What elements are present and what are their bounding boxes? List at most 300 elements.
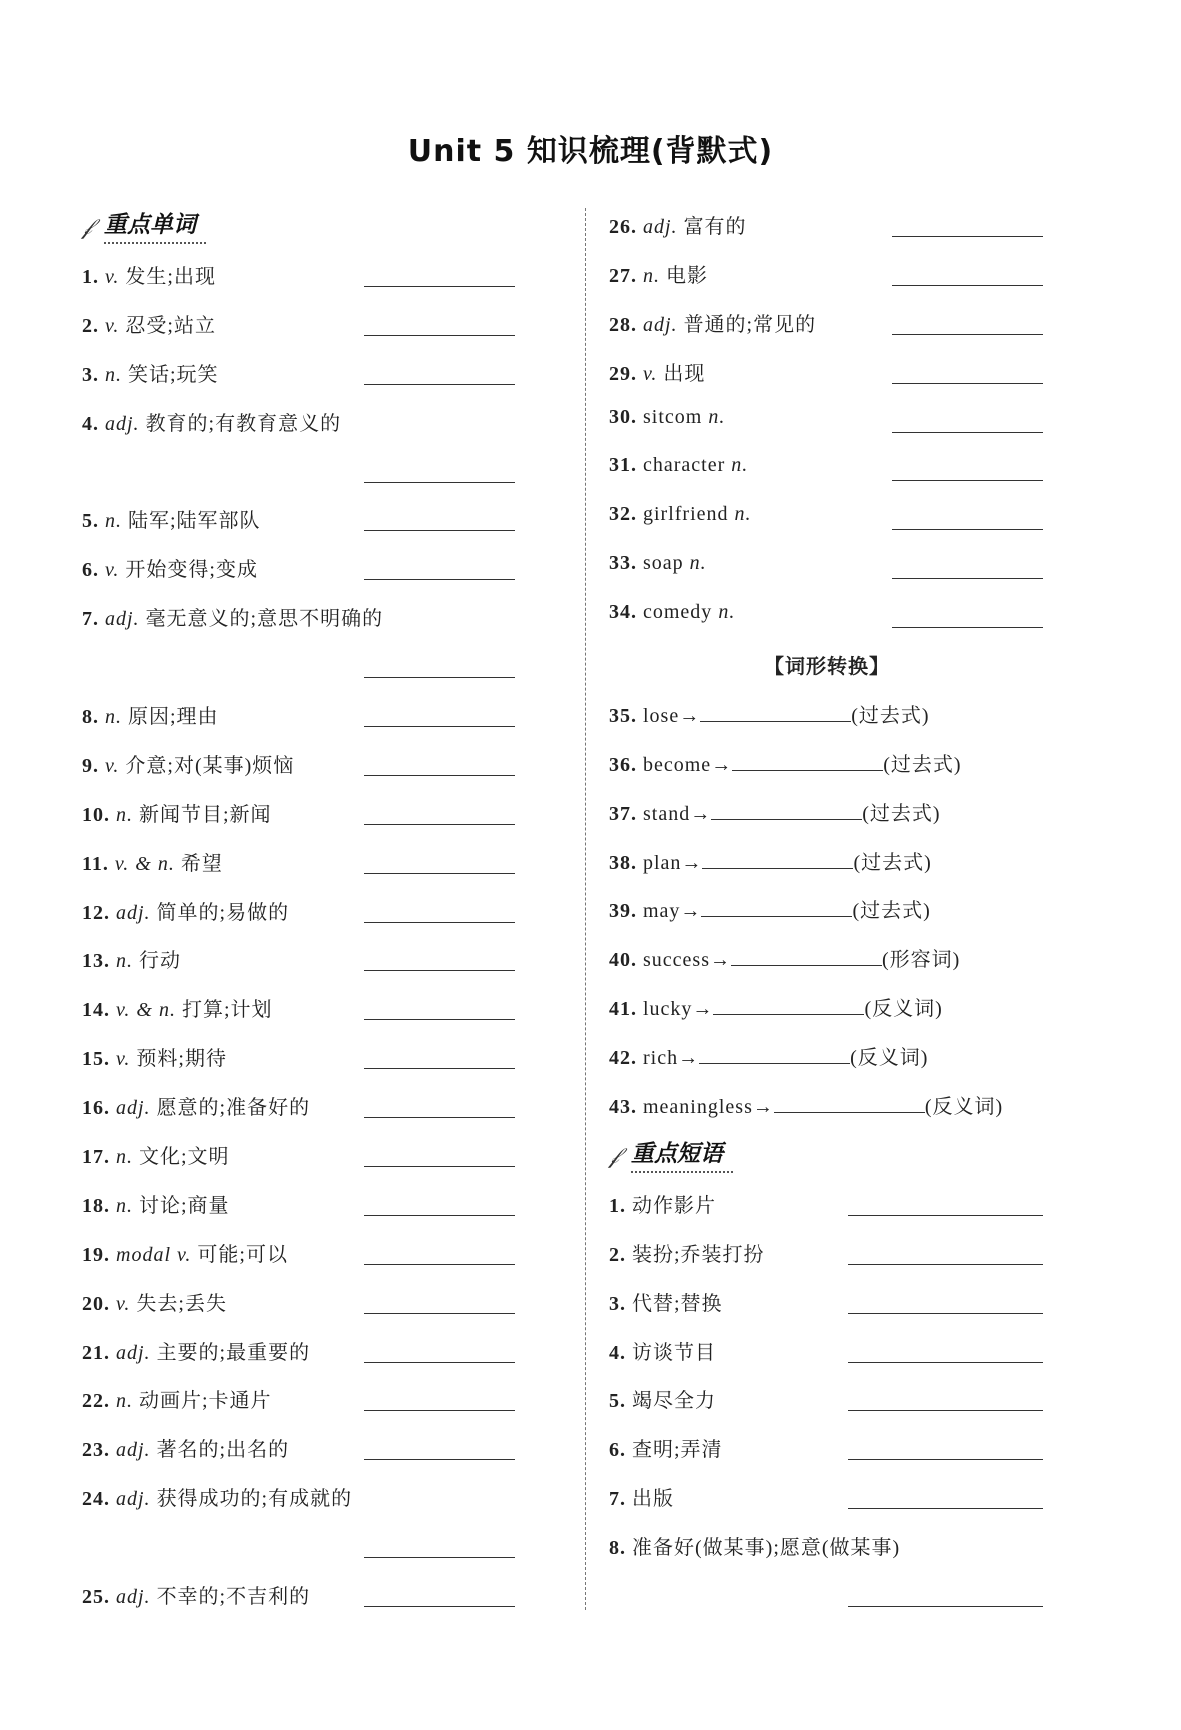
item-text (82, 407, 341, 436)
page-title: Unit 5 知识梳理(背默式) (407, 134, 774, 169)
answer-blank[interactable] (364, 1117, 515, 1118)
answer-blank[interactable] (364, 1215, 515, 1216)
form-hint: (形容词) (881, 949, 961, 972)
list-item (82, 739, 517, 788)
item-number: 42. (609, 1047, 637, 1070)
item-text (82, 358, 219, 387)
answer-blank[interactable] (848, 1362, 1043, 1363)
list-item (82, 934, 517, 983)
answer-blank[interactable] (892, 285, 1043, 286)
word-form-item (609, 933, 1045, 982)
item-text (609, 797, 941, 826)
answer-blank[interactable] (713, 996, 864, 1015)
item-number: 21. (82, 1341, 110, 1364)
part-of-speech: n. (116, 1194, 133, 1217)
answer-blank[interactable] (732, 752, 883, 771)
part-of-speech: n. (689, 552, 707, 575)
item-meaning: 陆军;陆军部队 (128, 510, 261, 533)
item-meaning: 预料;期待 (136, 1048, 227, 1071)
item-meaning: 原因;理由 (128, 706, 219, 729)
answer-blank[interactable] (364, 726, 515, 727)
item-text (82, 1433, 289, 1462)
item-number: 16. (82, 1097, 110, 1120)
item-number: 39. (609, 900, 637, 923)
item-number: 14. (82, 999, 110, 1022)
section-header-word-forms: 【词形转换】 (764, 656, 890, 679)
answer-blank[interactable] (892, 334, 1043, 335)
answer-blank[interactable] (364, 286, 515, 287)
list-item (82, 788, 517, 837)
item-text (82, 1140, 230, 1169)
item-meaning: 富有的 (683, 216, 747, 238)
item-meaning: 访谈节目 (632, 1341, 716, 1364)
part-of-speech: v. (643, 362, 658, 385)
item-text (82, 1091, 310, 1120)
list-item (609, 1521, 1045, 1570)
answer-blank[interactable] (848, 1459, 1043, 1460)
list-item (609, 1374, 1045, 1423)
item-number: 2. (82, 314, 99, 337)
item-text (609, 308, 816, 337)
item-number: 28. (609, 313, 637, 336)
part-of-speech: v. (105, 559, 120, 582)
item-text (82, 1384, 272, 1413)
item-number: 7. (609, 1488, 626, 1511)
answer-blank[interactable] (364, 1459, 515, 1460)
item-text (609, 1041, 928, 1070)
item-text (609, 1336, 716, 1365)
list-item (609, 200, 1045, 249)
part-of-speech: adj. (116, 901, 151, 924)
item-number: 15. (82, 1048, 110, 1071)
word-form-item (609, 836, 1045, 885)
list-item (609, 396, 1045, 445)
list-item (82, 1081, 517, 1130)
item-word: lucky→ (643, 998, 714, 1021)
list-item (82, 1570, 517, 1619)
part-of-speech: n. (116, 1146, 133, 1169)
item-text (82, 1580, 310, 1609)
list-item (609, 493, 1045, 542)
item-text (609, 894, 931, 923)
list-item (609, 1228, 1045, 1277)
item-number: 26. (609, 216, 637, 238)
answer-row (82, 446, 517, 495)
list-item (82, 1130, 517, 1179)
item-number: 23. (82, 1439, 110, 1462)
answer-blank[interactable] (364, 1313, 515, 1314)
list-item (82, 1374, 517, 1423)
part-of-speech: n. (105, 706, 122, 729)
item-meaning: 动作影片 (632, 1194, 716, 1217)
answer-blank[interactable] (701, 898, 852, 917)
form-hint: (反义词) (924, 1096, 1004, 1119)
item-text (82, 896, 289, 925)
item-number: 9. (82, 754, 99, 777)
part-of-speech: n. (116, 950, 133, 973)
item-word: comedy (643, 601, 713, 624)
list-item (82, 1472, 517, 1521)
item-number: 36. (609, 753, 637, 776)
form-hint: (过去式) (883, 753, 962, 776)
answer-blank[interactable] (364, 677, 515, 678)
item-number: 3. (82, 363, 99, 386)
answer-blank[interactable] (364, 1166, 515, 1167)
item-number: 38. (609, 851, 637, 874)
item-number: 2. (609, 1243, 626, 1266)
answer-blank[interactable] (700, 703, 851, 722)
part-of-speech: adj. (116, 1341, 151, 1364)
item-meaning: 竭尽全力 (632, 1390, 716, 1413)
answer-blank[interactable] (892, 480, 1043, 481)
answer-blank[interactable] (364, 579, 515, 580)
item-number: 43. (609, 1096, 637, 1119)
part-of-speech: v. (105, 266, 120, 288)
item-text (82, 260, 216, 289)
part-of-speech: modal v. (116, 1243, 192, 1266)
item-number: 13. (82, 950, 110, 973)
part-of-speech: n. (718, 601, 736, 624)
item-number: 6. (609, 1439, 626, 1462)
item-number: 32. (609, 503, 637, 526)
item-number: 25. (82, 1586, 110, 1609)
answer-blank[interactable] (774, 1094, 925, 1113)
answer-blank[interactable] (848, 1606, 1043, 1607)
item-text (609, 1482, 674, 1511)
answer-blank[interactable] (699, 1045, 850, 1064)
part-of-speech: n. (734, 503, 752, 526)
phrase-list (609, 1179, 1045, 1619)
answer-blank[interactable] (364, 775, 515, 776)
form-hint: (过去式) (853, 851, 932, 874)
left-column (82, 200, 517, 1619)
list-item (609, 1179, 1045, 1228)
part-of-speech: v. (105, 754, 120, 777)
item-meaning: 行动 (139, 950, 181, 973)
item-number: 34. (609, 601, 637, 624)
part-of-speech: n. (731, 454, 749, 477)
item-word: become→ (643, 753, 733, 776)
answer-blank[interactable] (364, 824, 515, 825)
answer-blank[interactable] (364, 384, 515, 385)
list-item (82, 348, 517, 397)
item-text (609, 210, 747, 239)
item-number: 17. (82, 1146, 110, 1169)
item-text (609, 1531, 900, 1560)
word-form-item (609, 982, 1045, 1031)
item-text (82, 1482, 352, 1511)
answer-blank[interactable] (892, 627, 1043, 628)
item-meaning: 教育的;有教育意义的 (145, 412, 342, 435)
form-hint: (过去式) (862, 802, 941, 825)
item-number: 7. (82, 608, 99, 631)
list-item (82, 494, 517, 543)
answer-row (609, 1570, 1045, 1619)
list-item (609, 542, 1045, 591)
part-of-speech: adj. (116, 1439, 151, 1462)
item-text (609, 1238, 765, 1267)
list-item (82, 983, 517, 1032)
list-item (82, 250, 517, 299)
list-item (609, 591, 1045, 640)
item-word: rich→ (643, 1047, 700, 1070)
item-number: 40. (609, 949, 637, 972)
item-number: 5. (82, 510, 99, 533)
form-hint: (反义词) (850, 1047, 929, 1070)
part-of-speech: adj. (105, 412, 140, 435)
item-word: lose→ (643, 704, 701, 727)
item-text (609, 1189, 716, 1218)
item-text (82, 798, 272, 827)
part-of-speech: n. (116, 1390, 133, 1413)
answer-blank[interactable] (364, 1264, 515, 1265)
item-word: girlfriend (643, 503, 729, 526)
item-text (82, 309, 216, 338)
item-number: 4. (82, 412, 99, 435)
item-text (82, 1042, 227, 1071)
list-item (82, 1277, 517, 1326)
item-meaning: 查明;弄清 (632, 1439, 723, 1462)
list-item (82, 397, 517, 446)
item-meaning: 简单的;易做的 (156, 901, 290, 924)
item-number: 27. (609, 264, 637, 287)
part-of-speech: n. (643, 264, 660, 287)
answer-blank[interactable] (364, 482, 515, 483)
item-meaning: 准备好(做某事);愿意(做某事) (632, 1537, 901, 1560)
list-item (609, 1423, 1045, 1472)
item-meaning: 愿意的;准备好的 (156, 1097, 311, 1120)
word-form-item (609, 1031, 1045, 1080)
form-hint: (过去式) (851, 704, 930, 727)
item-meaning: 可能;可以 (197, 1243, 288, 1266)
part-of-speech: adj. (116, 1097, 151, 1120)
item-text (609, 699, 930, 728)
list-item (82, 837, 517, 886)
part-of-speech: v. (116, 1048, 131, 1071)
answer-blank[interactable] (892, 432, 1043, 433)
part-of-speech: adj. (643, 216, 678, 238)
item-number: 6. (82, 559, 99, 582)
answer-blank[interactable] (848, 1264, 1043, 1265)
item-meaning: 获得成功的;有成就的 (156, 1488, 353, 1511)
item-meaning: 电影 (666, 264, 708, 287)
item-meaning: 毫无意义的;意思不明确的 (145, 608, 384, 631)
part-of-speech: v. & n. (114, 852, 175, 875)
item-number: 3. (609, 1292, 626, 1315)
item-meaning: 不幸的;不吉利的 (156, 1586, 311, 1609)
word-list-right (609, 200, 1045, 640)
item-number: 31. (609, 454, 637, 477)
item-number: 8. (82, 706, 99, 729)
answer-blank[interactable] (364, 873, 515, 874)
list-item (609, 444, 1045, 493)
list-item (609, 1326, 1045, 1375)
list-item (609, 1472, 1045, 1521)
answer-blank[interactable] (892, 236, 1043, 237)
answer-blank[interactable] (848, 1410, 1043, 1411)
list-item (82, 690, 517, 739)
list-item (82, 1179, 517, 1228)
answer-blank[interactable] (364, 335, 515, 336)
item-text (609, 1090, 1003, 1119)
column-divider (585, 208, 586, 1610)
answer-blank[interactable] (364, 1019, 515, 1020)
item-text (82, 847, 223, 876)
pen-icon: 𝒻 (82, 214, 92, 239)
item-number: 29. (609, 362, 637, 385)
list-item (82, 1228, 517, 1277)
item-text (609, 1384, 716, 1413)
item-meaning: 新闻节目;新闻 (139, 803, 272, 826)
item-text (609, 1433, 723, 1462)
form-hint: (过去式) (852, 900, 931, 923)
list-item (82, 886, 517, 935)
item-number: 41. (609, 998, 637, 1021)
item-text (609, 943, 960, 972)
list-item (609, 298, 1045, 347)
answer-blank[interactable] (892, 529, 1043, 530)
item-meaning: 忍受;站立 (125, 314, 216, 337)
item-meaning: 普通的;常见的 (683, 313, 817, 336)
item-number: 11. (82, 852, 109, 875)
item-text (82, 700, 219, 729)
part-of-speech: v. (116, 1292, 131, 1315)
item-text (609, 503, 752, 526)
item-text (609, 454, 748, 477)
item-word: sitcom (643, 405, 703, 428)
word-form-item (609, 787, 1045, 836)
answer-blank[interactable] (364, 1362, 515, 1363)
item-meaning: 发生;出现 (125, 266, 216, 288)
answer-blank[interactable] (364, 530, 515, 531)
answer-blank[interactable] (848, 1313, 1043, 1314)
item-text (609, 1287, 723, 1316)
answer-blank[interactable] (364, 922, 515, 923)
part-of-speech: v. (105, 314, 120, 337)
item-text (82, 1189, 230, 1218)
item-number: 1. (609, 1194, 626, 1217)
part-of-speech: n. (105, 510, 122, 533)
answer-blank[interactable] (711, 801, 862, 820)
word-form-item (609, 738, 1045, 787)
list-item (82, 592, 517, 641)
item-meaning: 出版 (632, 1488, 674, 1511)
item-text (82, 553, 258, 582)
part-of-speech: adj. (116, 1488, 151, 1511)
answer-blank[interactable] (364, 1068, 515, 1069)
item-meaning: 著名的;出名的 (156, 1439, 290, 1462)
item-number: 35. (609, 704, 637, 727)
item-number: 12. (82, 901, 110, 924)
section-header-words: 𝒻 重点单词 (82, 200, 517, 250)
item-number: 20. (82, 1292, 110, 1315)
word-form-item (609, 1080, 1045, 1129)
part-of-speech: adj. (105, 608, 140, 631)
item-word: character (643, 454, 726, 477)
list-item (609, 347, 1045, 396)
answer-blank[interactable] (364, 1606, 515, 1607)
item-text (82, 1287, 227, 1316)
item-text (82, 993, 273, 1022)
item-meaning: 主要的;最重要的 (156, 1341, 311, 1364)
item-meaning: 笑话;玩笑 (128, 363, 219, 386)
item-number: 24. (82, 1488, 110, 1511)
item-number: 30. (609, 405, 637, 428)
part-of-speech: n. (105, 363, 122, 386)
item-meaning: 出现 (663, 362, 706, 385)
right-column (609, 200, 1045, 1619)
item-text (82, 1238, 288, 1267)
list-item (82, 299, 517, 348)
part-of-speech: adj. (643, 313, 678, 336)
item-word: soap (643, 552, 684, 575)
answer-blank[interactable] (892, 578, 1043, 579)
item-meaning: 动画片;卡通片 (139, 1390, 272, 1413)
item-text (609, 748, 962, 777)
item-number: 1. (82, 266, 99, 288)
answer-blank[interactable] (892, 383, 1043, 384)
item-word: success→ (643, 949, 731, 972)
answer-blank[interactable] (848, 1508, 1043, 1509)
list-item (82, 1423, 517, 1472)
word-form-item (609, 884, 1045, 933)
item-meaning: 失去;丢失 (136, 1292, 227, 1315)
item-number: 22. (82, 1390, 110, 1413)
answer-blank[interactable] (364, 1410, 515, 1411)
item-text (609, 552, 707, 575)
item-number: 4. (609, 1341, 626, 1364)
pen-icon: 𝒻 (609, 1142, 619, 1168)
item-text (82, 1336, 310, 1365)
item-word: plan→ (643, 851, 703, 874)
item-number: 19. (82, 1243, 110, 1266)
item-text (609, 357, 705, 386)
item-meaning: 打算;计划 (181, 999, 273, 1022)
part-of-speech: adj. (116, 1586, 151, 1609)
item-meaning: 文化;文明 (139, 1146, 230, 1169)
part-of-speech: n. (708, 405, 726, 428)
item-number: 10. (82, 803, 110, 826)
item-meaning: 希望 (180, 852, 223, 875)
answer-blank[interactable] (364, 970, 515, 971)
item-meaning: 代替;替换 (632, 1292, 723, 1315)
answer-blank[interactable] (731, 947, 882, 966)
answer-blank[interactable] (702, 850, 853, 869)
answer-blank[interactable] (364, 1557, 515, 1558)
item-meaning: 开始变得;变成 (125, 559, 258, 582)
answer-row (82, 1521, 517, 1570)
answer-blank[interactable] (848, 1215, 1043, 1216)
item-text (82, 749, 294, 778)
item-text (609, 846, 932, 875)
list-item (609, 1277, 1045, 1326)
part-of-speech: v. & n. (116, 999, 176, 1022)
item-number: 8. (609, 1537, 626, 1560)
item-text (609, 406, 725, 429)
item-text (609, 992, 943, 1021)
item-meaning: 讨论;商量 (139, 1194, 230, 1217)
word-form-item (609, 689, 1045, 738)
item-meaning: 介意;对(某事)烦恼 (125, 754, 295, 777)
item-text (82, 602, 383, 631)
list-item (82, 1326, 517, 1375)
item-number: 5. (609, 1390, 626, 1413)
item-number: 33. (609, 552, 637, 575)
part-of-speech: n. (116, 803, 133, 826)
list-item (82, 1032, 517, 1081)
item-word: meaningless→ (643, 1096, 774, 1119)
list-item (82, 543, 517, 592)
